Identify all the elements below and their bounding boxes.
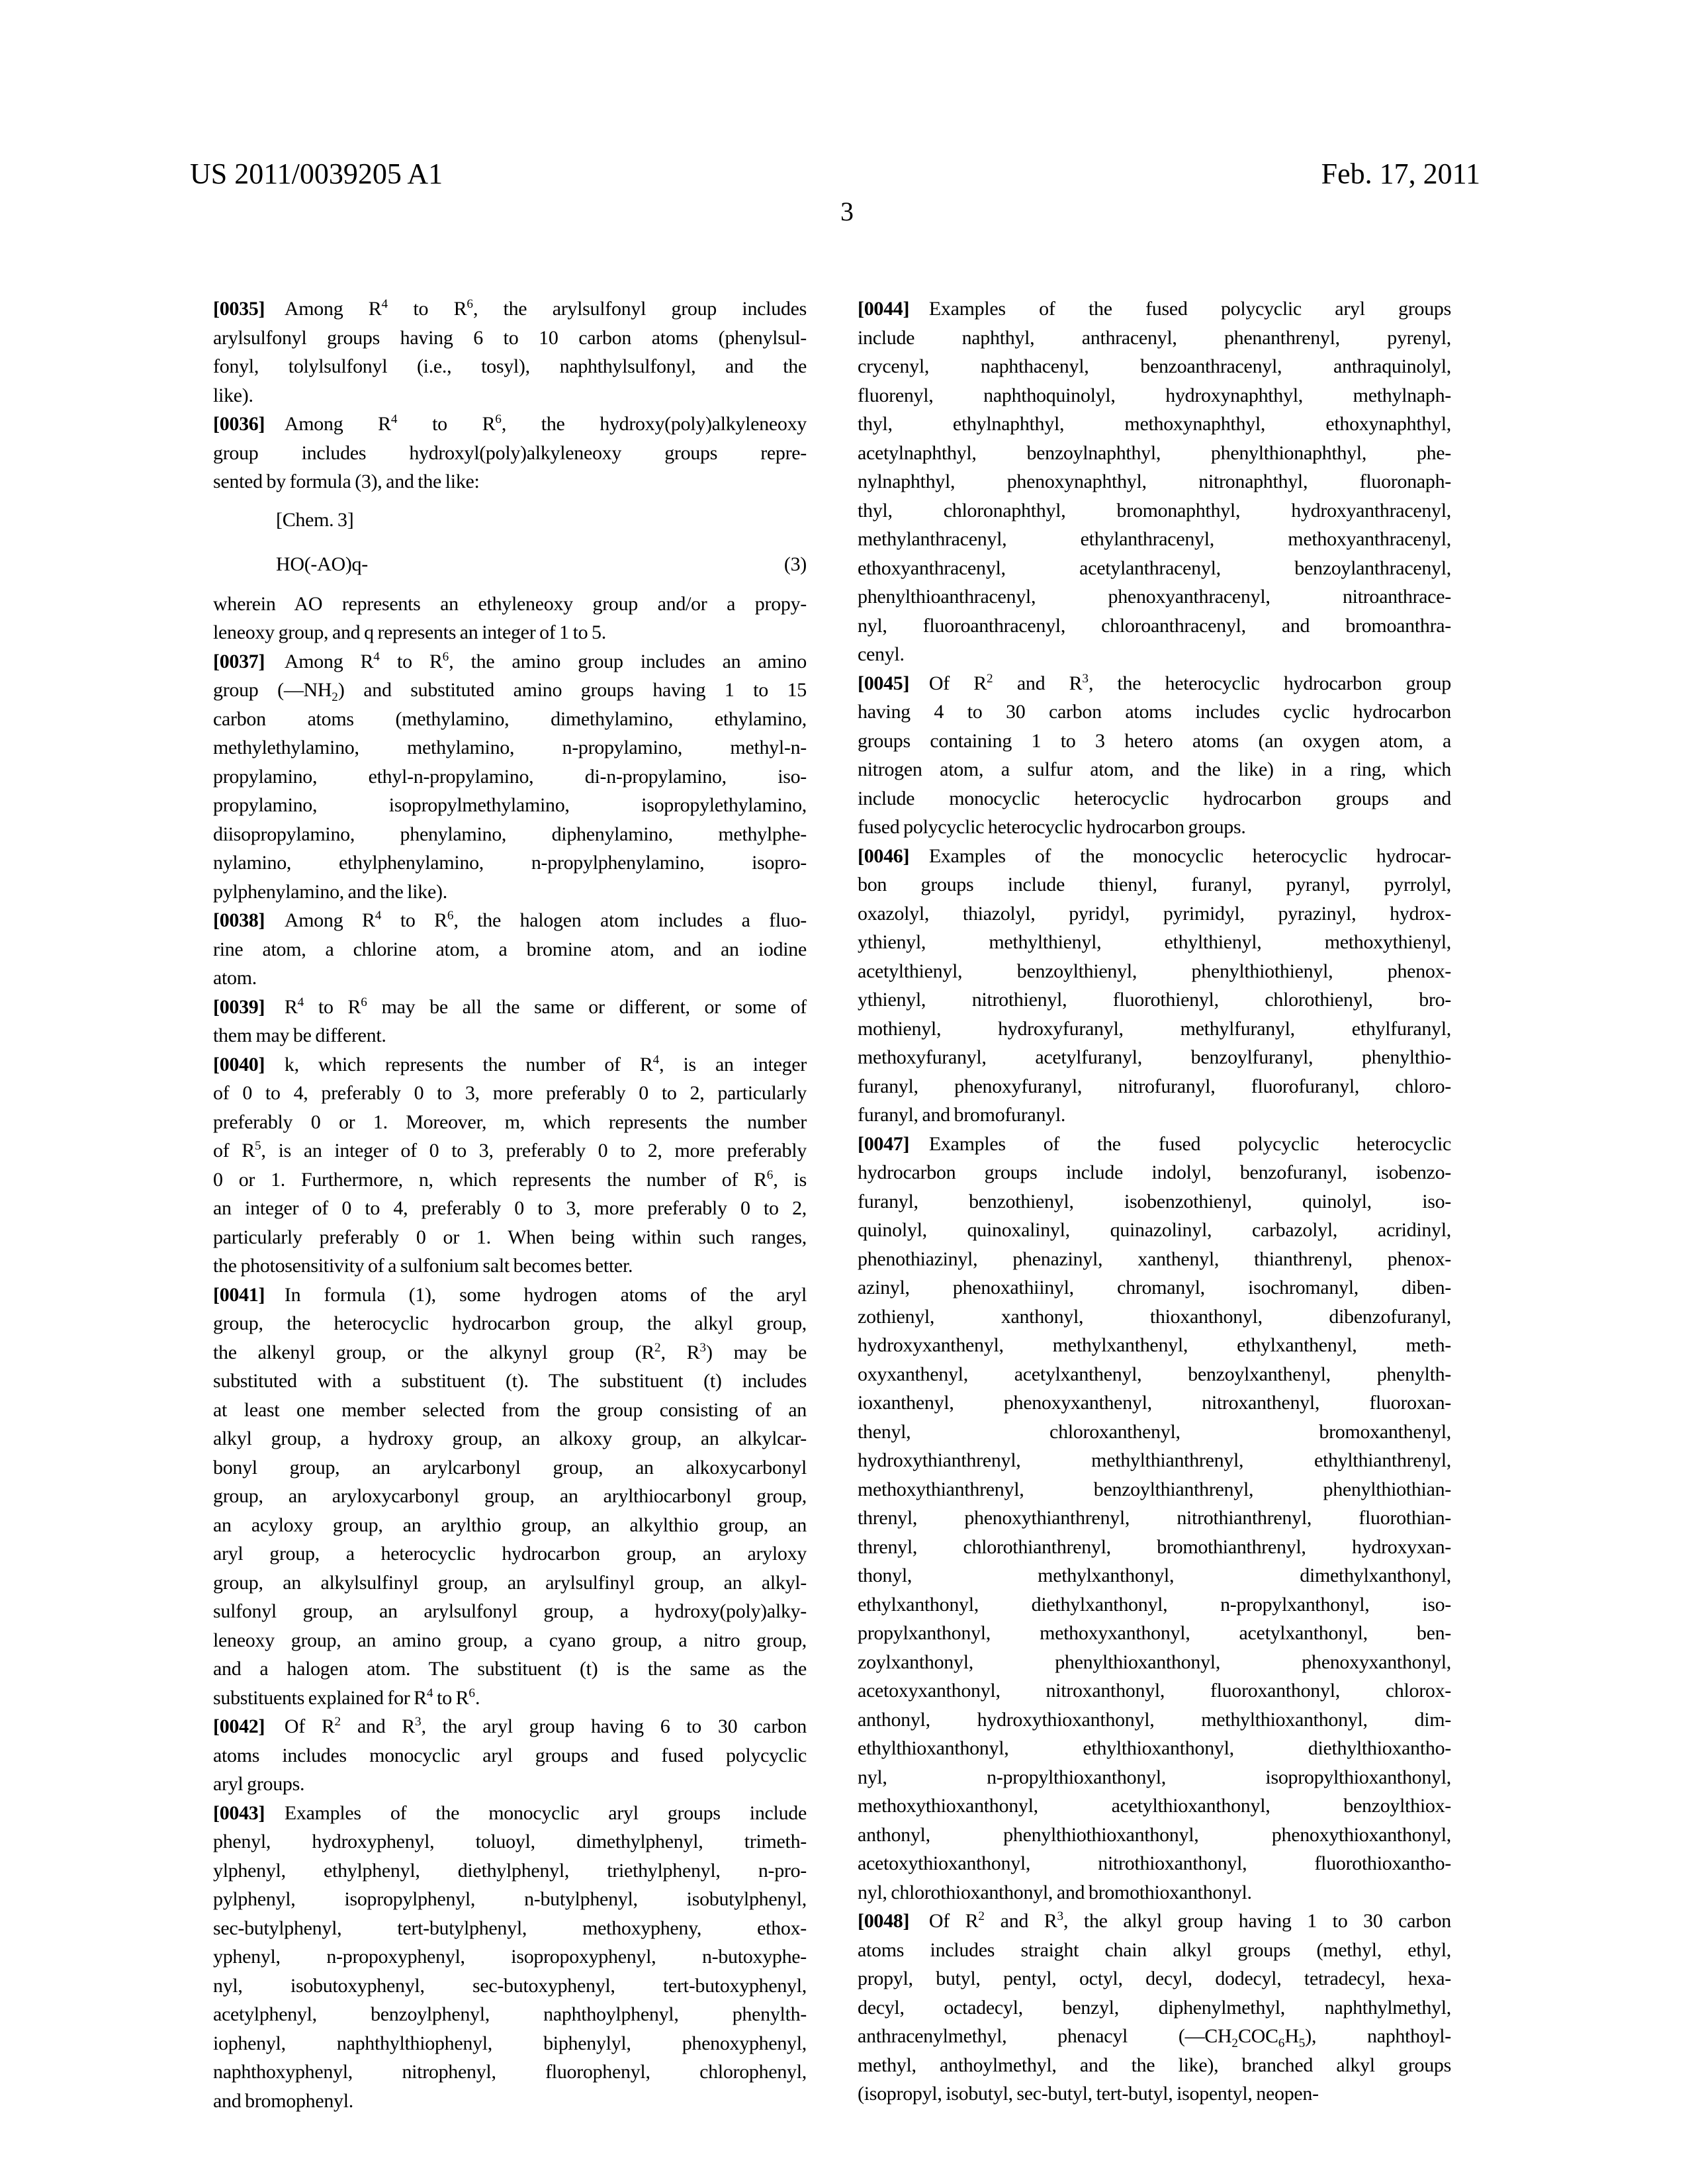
text-line-0047: thenyl, chloroxanthenyl, bromoxanthenyl, (858, 1420, 1451, 1443)
text-line-0048: decyl, octadecyl, benzyl, diphenylmethyl, naphthylmethyl, (858, 1996, 1451, 2019)
text-line-0047: hydroxythianthrenyl, methylthianthrenyl, ethylthianthrenyl, (858, 1449, 1451, 1471)
text-line-0046: [0046] Examples of the monocyclic heterocyclic hydrocar- (858, 844, 1451, 867)
text-line-0044: nyl, fluoroanthracenyl, chloroanthracenyl, and bromoanthra- (858, 614, 1451, 637)
text-line-0037: pylphenylamino, and the like). (213, 880, 447, 903)
text-line-0040: of 0 to 4, preferably 0 to 3, more preferably 0 to 2, particularly (213, 1082, 807, 1104)
text-line-0040: [0040] k, which represents the number of $R^4$, is an integer (213, 1052, 807, 1075)
text-line-0043: pylphenyl, isopropylphenyl, n-butylphenyl, isobutylphenyl, (213, 1888, 807, 1910)
page-header (190, 158, 1480, 191)
text-line-0041: alkyl group, a hydroxy group, an alkoxy group, an alkylcar- (213, 1428, 807, 1449)
paragraph-number: [0038] (213, 909, 265, 931)
text-line-0047: methoxythianthrenyl, benzoylthianthrenyl, phenylthiothian- (858, 1478, 1451, 1500)
text-line-0035: arylsulfonyl groups having 6 to 10 carbon atoms (phenylsul- (213, 326, 807, 349)
paragraph-number: [0036] (213, 413, 265, 435)
text-line-0047: zothienyl, xanthonyl, thioxanthonyl, dibenzofuranyl, (858, 1305, 1451, 1328)
text-line-0040: particularly preferably 0 or 1. When being within such ranges, (213, 1226, 807, 1248)
paragraph-number: [0048] (858, 1910, 910, 1932)
text-line-0041: group, the heterocyclic hydrocarbon group, the alkyl group, (213, 1312, 807, 1334)
text-line-0046: acetylthienyl, benzoylthienyl, phenylthiothienyl, phenox- (858, 960, 1451, 982)
text-line-0037: methylethylamino, methylamino, n-propylamino, methyl-n- (213, 737, 807, 758)
paragraph-number: [0039] (213, 995, 265, 1018)
text-line-0044: ethoxyanthracenyl, acetylanthracenyl, benzoylanthracenyl, (858, 557, 1451, 579)
text-line-0035: fonyl, tolylsulfonyl (i.e., tosyl), naphthylsulfonyl, and the (213, 355, 807, 377)
text-line-0046: ythienyl, nitrothienyl, fluorothienyl, chlorothienyl, bro- (858, 989, 1451, 1011)
paragraph-number: [0042] (213, 1715, 265, 1737)
left-column (213, 295, 807, 2115)
text-line-0048: (isopropyl, isobutyl, sec-butyl, tert-butyl, isopentyl, neopen- (858, 2083, 1319, 2105)
text-line-0047: ethylthioxanthonyl, ethylthioxanthonyl, diethylthioxantho- (858, 1737, 1451, 1759)
right-column (858, 295, 1451, 2115)
text-line-0046: oxazolyl, thiazolyl, pyridyl, pyrimidyl, pyrazinyl, hydrox- (858, 902, 1451, 925)
text-line-0048: atoms includes straight chain alkyl groups (methyl, ethyl, (858, 1938, 1451, 1961)
text-line-0045: include monocyclic heterocyclic hydrocarbon groups and (858, 787, 1451, 809)
text-line-0044: acetylnaphthyl, benzoylnaphthyl, phenylthionaphthyl, phe- (858, 441, 1451, 464)
text-line-0041: an acyloxy group, an arylthio group, an alkylthio group, an (213, 1514, 807, 1536)
text-line-0041: at least one member selected from the group consisting of an (213, 1398, 807, 1421)
text-line-0047: [0047] Examples of the fused polycyclic heterocyclic (858, 1132, 1451, 1155)
paragraph-number: [0044] (858, 298, 910, 320)
text-line-0047: nyl, chlorothioxanthonyl, and bromothioxanthonyl. (858, 1881, 1252, 1903)
paragraph-number: [0043] (213, 1801, 265, 1824)
text-line-0037: diisopropylamino, phenylamino, diphenylamino, methylphe- (213, 823, 807, 845)
text-line-0041: [0041] In formula (1), some hydrogen atoms of the aryl (213, 1283, 807, 1306)
text-line-0048: propyl, butyl, pentyl, octyl, decyl, dodecyl, tetradecyl, hexa- (858, 1968, 1451, 1989)
text-line-0043: naphthoxyphenyl, nitrophenyl, fluorophenyl, chlorophenyl, (213, 2061, 807, 2083)
text-line-0040: the photosensitivity of a sulfonium salt becomes better. (213, 1255, 633, 1277)
text-line-0041: leneoxy group, an amino group, a cyano group, a nitro group, (213, 1629, 807, 1651)
text-line-0047: nyl, n-propylthioxanthonyl, isopropylthioxanthonyl, (858, 1766, 1451, 1788)
text-line-0042: [0042] Of $R^2$ and $R^3$, the aryl group having 6 to 30 carbon (213, 1715, 807, 1737)
text-line-0037: propylamino, isopropylmethylamino, isopropylethylamino, (213, 794, 807, 816)
text-line-0045: [0045] Of $R^2$ and $R^3$, the heterocyclic hydrocarbon group (858, 671, 1451, 694)
paragraph-number: [0047] (858, 1132, 910, 1155)
paragraph-number: [0040] (213, 1053, 265, 1075)
text-line-0037: group $(—NH_2)$ and substituted amino groups having 1 to 15 (213, 679, 807, 704)
text-line-0039: them may be different. (213, 1024, 386, 1046)
text-line-0040: 0 or 1. Furthermore, n, which represents the number of $R^6$, is (213, 1167, 807, 1191)
text-line-0044: crycenyl, naphthacenyl, benzoanthracenyl, anthraquinolyl, (858, 355, 1451, 377)
text-line-0040: of $R^5$, is an integer of 0 to 3, preferably 0 to 2, more preferably (213, 1139, 807, 1161)
text-line-0041: and a halogen atom. The substituent (t) is the same as the (213, 1658, 807, 1680)
text-line-0045: fused polycyclic heterocyclic hydrocarbon groups. (858, 816, 1246, 838)
text-line-0044: [0044] Examples of the fused polycyclic aryl groups (858, 298, 1451, 320)
text-line-0047: acetoxyxanthonyl, nitroxanthonyl, fluoroxanthonyl, chlorox- (858, 1680, 1451, 1702)
text-line-0037: carbon atoms (methylamino, dimethylamino, ethylamino, (213, 707, 807, 730)
text-line-0047: acetoxythioxanthonyl, nitrothioxanthonyl, fluorothioxantho- (858, 1852, 1451, 1874)
text-line-0043: nyl, isobutoxyphenyl, sec-butoxyphenyl, tert-butoxyphenyl, (213, 1974, 807, 1997)
text-line-0041: group, an alkylsulfinyl group, an arylsulfinyl group, an alkyl- (213, 1571, 807, 1594)
text-line-0044: cenyl. (858, 643, 905, 665)
text-line-0047: hydrocarbon groups include indolyl, benzofuranyl, isobenzo- (858, 1161, 1451, 1183)
text-line-0048: [0048] Of $R^2$ and $R^3$, the alkyl group having 1 to 30 carbon (858, 1909, 1451, 1932)
text-line-0047: azinyl, phenoxathiinyl, chromanyl, isochromanyl, diben- (858, 1277, 1451, 1298)
text-line-0035: [0035] Among $R^4$ to $R^6$, the arylsulfonyl group includes (213, 297, 807, 320)
publication-date: Feb. 17, 2011 (1321, 158, 1480, 190)
text-line-0041: substituents explained for $R^4$ to $R^6$. (213, 1686, 480, 1709)
paragraph-number: [0041] (213, 1283, 265, 1306)
text-line-0048: methyl, anthoylmethyl, and the like), branched alkyl groups (858, 2054, 1451, 2076)
text-columns (213, 295, 1451, 2115)
chem-formula-row (213, 550, 807, 579)
text-line-0037: [0037] Among $R^4$ to $R^6$, the amino group includes an amino (213, 649, 807, 672)
text-line-0047: hydroxyxanthenyl, methylxanthenyl, ethylxanthenyl, meth- (858, 1334, 1451, 1356)
text-line-0047: oxyxanthenyl, acetylxanthenyl, benzoylxanthenyl, phenylth- (858, 1363, 1451, 1385)
text-line-0047: thonyl, methylxanthonyl, dimethylxanthonyl, (858, 1565, 1451, 1586)
text-line-0038: rine atom, a chlorine atom, a bromine atom, and an iodine (213, 938, 807, 960)
text-line-0037: nylamino, ethylphenylamino, n-propylphenylamino, isopro- (213, 852, 807, 874)
text-line-0043: phenyl, hydroxyphenyl, toluoyl, dimethylphenyl, trimeth- (213, 1831, 807, 1852)
text-line-0045: having 4 to 30 carbon atoms includes cyclic hydrocarbon (858, 701, 1451, 723)
text-line-0038: atom. (213, 967, 257, 989)
text-line-0041: bonyl group, an arylcarbonyl group, an alkoxycarbonyl (213, 1456, 807, 1479)
text-line-0047: threnyl, phenoxythianthrenyl, nitrothianthrenyl, fluorothian- (858, 1507, 1451, 1529)
text-line-0046: furanyl, and bromofuranyl. (858, 1104, 1066, 1126)
text-line-0047: threnyl, chlorothianthrenyl, bromothianthrenyl, hydroxyxan- (858, 1535, 1451, 1558)
paragraph-number: [0035] (213, 298, 265, 320)
text-line-0044: methylanthracenyl, ethylanthracenyl, methoxyanthracenyl, (858, 528, 1451, 550)
text-line-0041: substituted with a substituent (t). The substituent (t) includes (213, 1370, 807, 1392)
text-line-0047: propylxanthonyl, methoxyxanthonyl, acetylxanthonyl, ben- (858, 1622, 1451, 1644)
text-line-0046: furanyl, phenoxyfuranyl, nitrofuranyl, fluorofuranyl, chloro- (858, 1075, 1451, 1097)
text-line-0044: thyl, chloronaphthyl, bromonaphthyl, hydroxyanthracenyl, (858, 499, 1451, 522)
text-line-0045: groups containing 1 to 3 hetero atoms (an oxygen atom, a (858, 729, 1451, 752)
text-line-0046: bon groups include thienyl, furanyl, pyranyl, pyrrolyl, (858, 874, 1451, 895)
text-line-0040: preferably 0 or 1. Moreover, m, which represents the number (213, 1111, 807, 1133)
text-line-0043: ylphenyl, ethylphenyl, diethylphenyl, triethylphenyl, n-pro- (213, 1859, 807, 1882)
text-line-0040: an integer of 0 to 4, preferably 0 to 3, more preferably 0 to 2, (213, 1197, 807, 1219)
text-line-0041: sulfonyl group, an arylsulfonyl group, a hydroxy(poly)alky- (213, 1600, 807, 1622)
text-line-0041: the alkenyl group, or the alkynyl group ($R^2$, $R^3$) may be (213, 1340, 807, 1363)
text-line-0044: thyl, ethylnaphthyl, methoxynaphthyl, ethoxynaphthyl, (858, 413, 1451, 435)
text-line-0041: aryl group, a heterocyclic hydrocarbon group, an aryloxy (213, 1543, 807, 1565)
text-line-0035: like). (213, 384, 253, 406)
paragraph-number: [0045] (858, 672, 910, 694)
text-line-0038: [0038] Among $R^4$ to $R^6$, the halogen atom includes a fluo- (213, 909, 807, 931)
text-line-0044: nylnaphthyl, phenoxynaphthyl, nitronaphthyl, fluoronaph- (858, 471, 1451, 492)
chem-formula: HO(-AO)q- (276, 553, 368, 575)
text-line-0036: [0036] Among $R^4$ to $R^6$, the hydroxy(poly)alkyleneoxy (213, 412, 807, 435)
text-line-0047: furanyl, benzothienyl, isobenzothienyl, quinolyl, iso- (858, 1190, 1451, 1212)
text-line-0047: zoylxanthonyl, phenylthioxanthonyl, phenoxyxanthonyl, (858, 1651, 1451, 1673)
text-line-wherein: wherein AO represents an ethyleneoxy group and/or a propy- (213, 592, 807, 615)
text-line-0043: iophenyl, naphthylthiophenyl, biphenylyl, phenoxyphenyl, (213, 2032, 807, 2054)
page-number: 3 (840, 197, 854, 226)
text-line-0044: include naphthyl, anthracenyl, phenanthrenyl, pyrenyl, (858, 326, 1451, 349)
text-line-0045: nitrogen atom, a sulfur atom, and the like) in a ring, which (858, 758, 1451, 780)
text-line-0037: propylamino, ethyl-n-propylamino, di-n-propylamino, iso- (213, 765, 807, 788)
text-line-0043: sec-butylphenyl, tert-butylphenyl, methoxypheny, ethox- (213, 1917, 807, 1939)
paragraph-number: [0046] (858, 844, 910, 867)
text-line-0046: ythienyl, methylthienyl, ethylthienyl, methoxythienyl, (858, 931, 1451, 953)
text-line-0044: fluorenyl, naphthoquinolyl, hydroxynaphthyl, methylnaph- (858, 384, 1451, 406)
text-line-0048: anthracenylmethyl, phenacyl $(—CH_2COC_6H_5)$, naphthoyl- (858, 2025, 1451, 2050)
text-line-0041: group, an aryloxycarbonyl group, an arylthiocarbonyl group, (213, 1485, 807, 1507)
text-line-0047: anthonyl, phenylthiothioxanthonyl, phenoxythioxanthonyl, (858, 1823, 1451, 1846)
text-line-0036: sented by formula (3), and the like: (213, 471, 480, 492)
text-line-0043: [0043] Examples of the monocyclic aryl groups include (213, 1801, 807, 1824)
text-line-0042: aryl groups. (213, 1773, 305, 1795)
text-line-0046: methoxyfuranyl, acetylfuranyl, benzoylfuranyl, phenylthio- (858, 1046, 1451, 1068)
formula-number: (3) (783, 553, 807, 575)
text-line-0036: group includes hydroxyl(poly)alkyleneoxy groups repre- (213, 441, 807, 464)
text-line-0044: phenylthioanthracenyl, phenoxyanthracenyl, nitroanthrace- (858, 586, 1451, 608)
text-line-0039: [0039] $R^4$ to $R^6$ may be all the same or different, or some of (213, 995, 807, 1018)
text-line-0047: quinolyl, quinoxalinyl, quinazolinyl, carbazolyl, acridinyl, (858, 1219, 1451, 1241)
text-line-0043: yphenyl, n-propoxyphenyl, isopropoxyphenyl, n-butoxyphe- (213, 1946, 807, 1968)
text-line-0043: acetylphenyl, benzoylphenyl, naphthoylphenyl, phenylth- (213, 2003, 807, 2025)
text-line-0043: and bromophenyl. (213, 2089, 353, 2112)
text-line-0047: anthonyl, hydroxythioxanthonyl, methylthioxanthonyl, dim- (858, 1708, 1451, 1731)
text-line-0047: ioxanthenyl, phenoxyxanthenyl, nitroxanthenyl, fluoroxan- (858, 1392, 1451, 1414)
text-line-0047: phenothiazinyl, phenazinyl, xanthenyl, thianthrenyl, phenox- (858, 1248, 1451, 1270)
text-line-0047: methoxythioxanthonyl, acetylthioxanthonyl, benzoylthiox- (858, 1795, 1451, 1817)
text-line-0046: mothienyl, hydroxyfuranyl, methylfuranyl, ethylfuranyl, (858, 1017, 1451, 1040)
text-line-0042: atoms includes monocyclic aryl groups and fused polycyclic (213, 1744, 807, 1766)
paragraph-number: [0037] (213, 650, 265, 672)
publication-number: US 2011/0039205 A1 (190, 158, 443, 190)
text-line-0047: ethylxanthonyl, diethylxanthonyl, n-propylxanthonyl, iso- (858, 1593, 1451, 1615)
text-line-wherein: leneoxy group, and q represents an integer of 1 to 5. (213, 621, 606, 643)
chem-label: [Chem. 3] (276, 508, 354, 531)
